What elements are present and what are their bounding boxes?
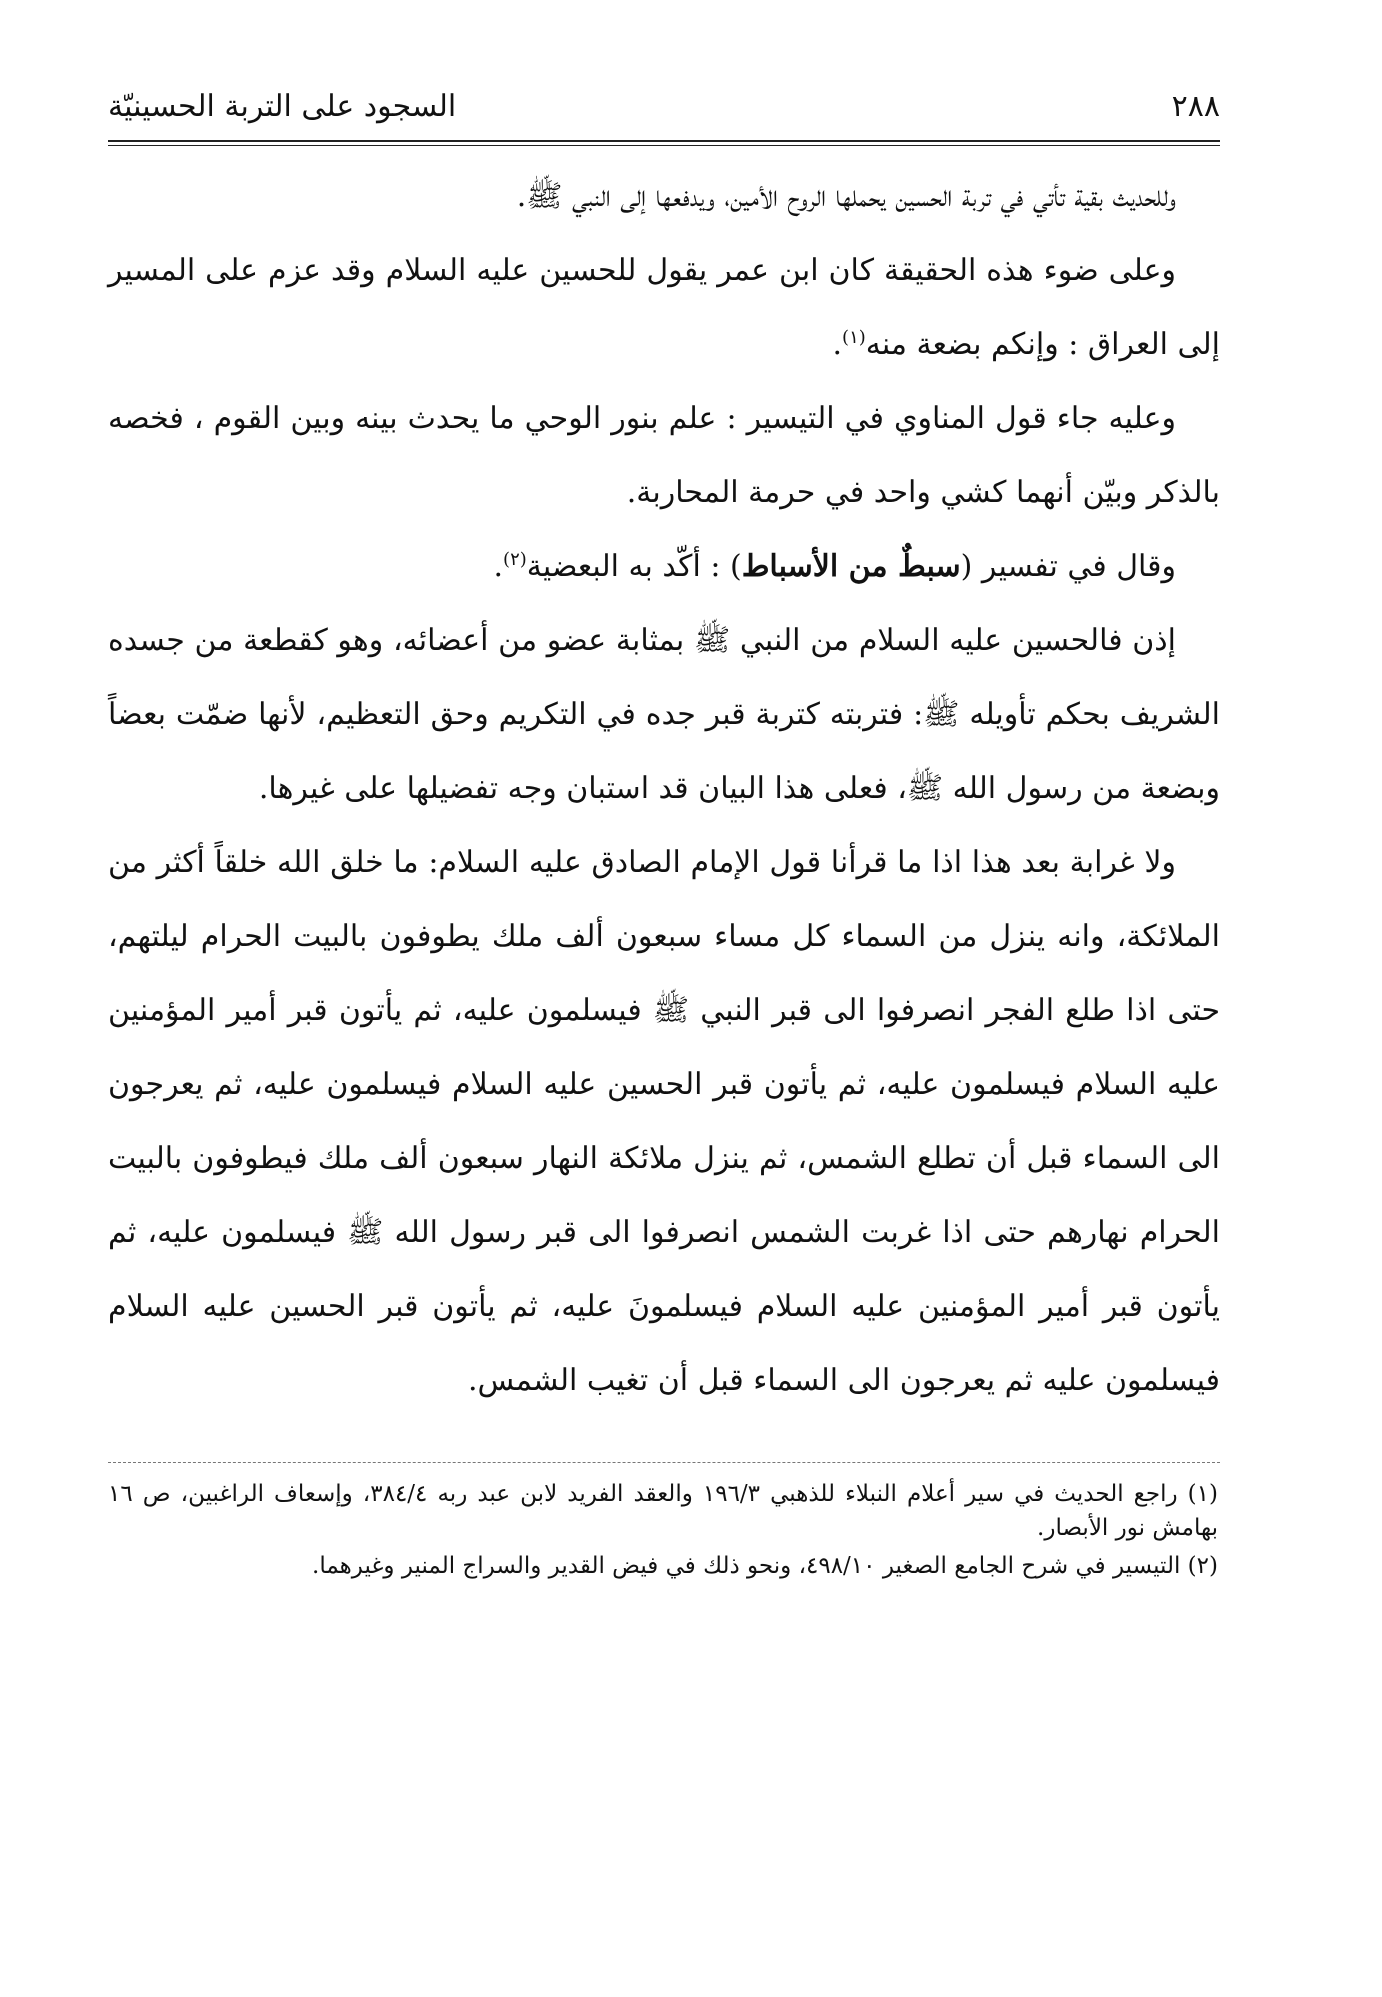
book-page [108,82,1220,1962]
paragraph-1: وللحديث بقية تأتي في تربة الحسين يحملها الروح الأمين، ويدفعها إلى النبي ﷺ. [516,179,1176,214]
footnote-ref-1: (١) [842,327,866,348]
running-header [108,82,1220,132]
paragraph-4-text-after: ) : أكّد به البعضية [526,549,742,584]
paragraph-5: إذن فالحسين عليه السلام من النبي ﷺ بمثابة عضو من أعضائه، وهو كقطعة من جسده الشريف بحكم تأويله ﷺ: فتربته كتربة قبر جده في التكريم وحق التعظيم، لأنها ضمّت بعضاً وبضعة من رسول الله ﷺ، فعلى هذا البيان قد استبان وجه تفضيلها على غيرها. [108,623,1220,806]
chapter-title: السجود على التربة الحسينيّة [108,89,457,124]
paragraph-4-text-before: وقال في تفسير ( [960,549,1176,584]
paragraph-2-text: وعلى ضوء هذه الحقيقة كان ابن عمر يقول للحسين عليه السلام وقد عزم على المسير إلى العراق : وإنكم بضعة منه [108,253,1220,362]
footnotes [108,1477,1220,1583]
paragraph-4-end: . [493,549,504,584]
footnote-ref-2: (٢) [503,549,527,570]
quoted-verse-phrase: سبطٌ من الأسباط [741,549,961,584]
footnote-2: (٢) التيسير في شرح الجامع الصغير ٤٩٨/١٠، ونحو ذلك في فيض القدير والسراج المنير وغيرهما. [312,1553,1218,1579]
page-number: ٢٨٨ [1171,89,1220,124]
paragraph-2-end: . [832,327,843,362]
paragraph-2 [108,234,1220,382]
footnote-separator [108,1462,1220,1463]
main-text [108,160,1220,1418]
footnote-1: (١) راجع الحديث في سير أعلام النبلاء للذهبي ١٩٦/٣ والعقد الفريد لابن عبد ربه ٣٨٤/٤، وإسعاف الراغبين، ص ١٦ بهامش نور الأبصار. [108,1481,1218,1541]
header-double-rule [108,140,1220,146]
paragraph-4 [108,530,1220,604]
paragraph-6: ولا غرابة بعد هذا اذا ما قرأنا قول الإمام الصادق عليه السلام: ما خلق الله خلقاً أكثر من الملائكة، وانه ينزل من السماء كل مساء سبعون ألف ملك يطوفون بالبيت الحرام ليلتهم، حتى اذا طلع الفجر انصرفوا الى قبر النبي ﷺ فيسلمون عليه، ثم يأتون قبر أمير المؤمنين عليه السلام فيسلمون عليه، ثم يأتون قبر الحسين عليه السلام فيسلمون عليه، ثم يعرجون الى السماء قبل أن تطلع الشمس، ثم ينزل ملائكة النهار سبعون ألف ملك فيطوفون بالبيت الحرام نهارهم حتى اذا غربت الشمس انصرفوا الى قبر رسول الله ﷺ فيسلمون عليه، ثم يأتون قبر أمير المؤمنين عليه السلام فيسلمونَ عليه، ثم يأتون قبر الحسين عليه السلام فيسلمون عليه ثم يعرجون الى السماء قبل أن تغيب الشمس. [108,845,1220,1398]
paragraph-3: وعليه جاء قول المناوي في التيسير : علم بنور الوحي ما يحدث بينه وبين القوم ، فخصه بالذكر وبيّن أنهما كشي واحد في حرمة المحاربة. [108,401,1220,510]
